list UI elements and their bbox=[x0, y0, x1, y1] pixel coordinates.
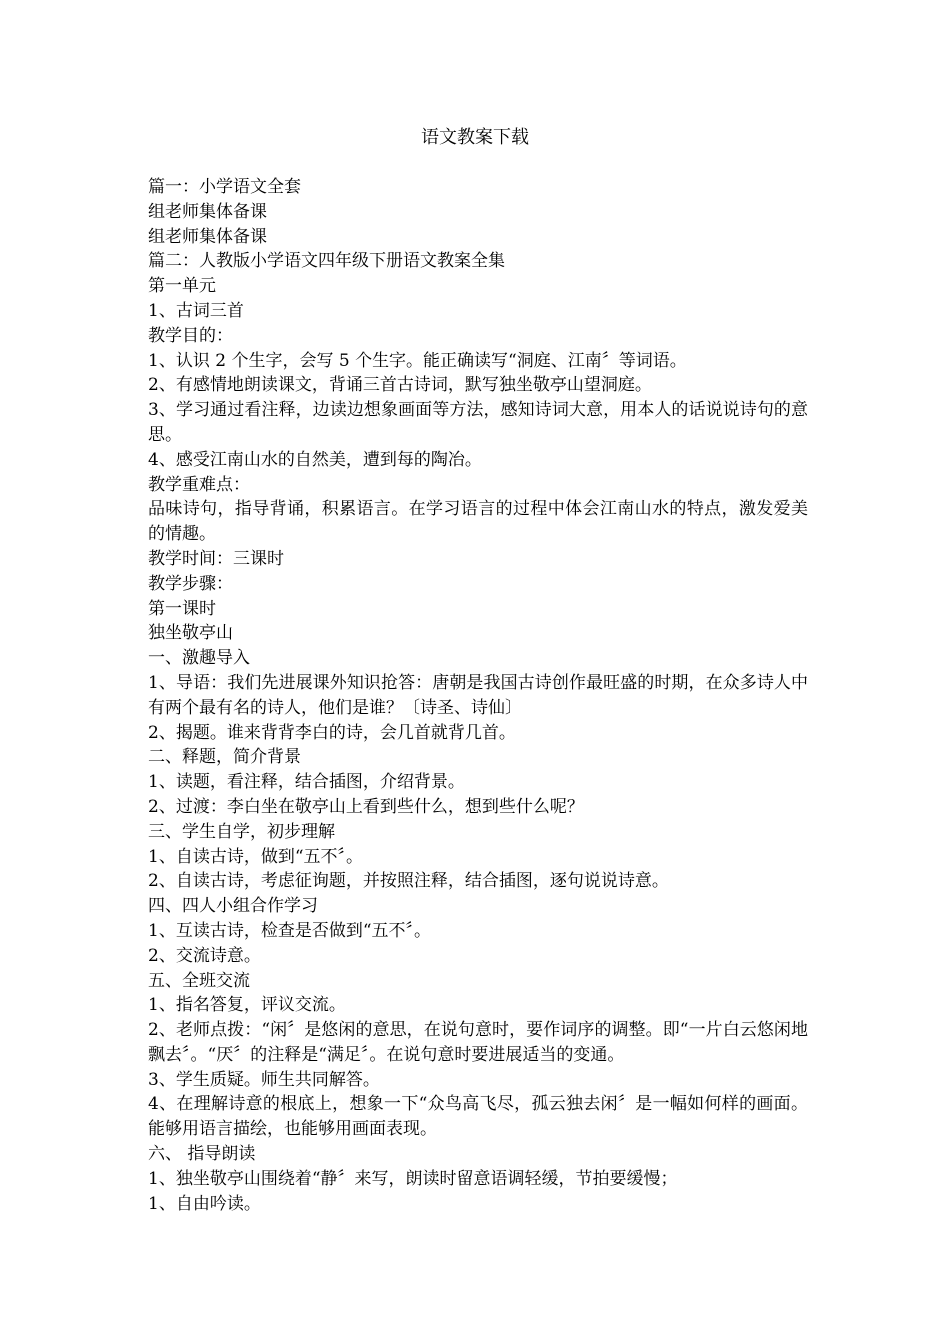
text-line: 篇二：人教版小学语文四年级下册语文教案全集 bbox=[148, 251, 505, 272]
text-line: 教学目的： bbox=[148, 325, 233, 346]
text-line: 1、认识 2 个生字，会写 5 个生字。能正确读写“洞庭、江南〞等词语。 bbox=[148, 350, 687, 371]
text-line: 2、自读古诗，考虑征询题，并按照注释，结合插图，逐句说说诗意。 bbox=[148, 871, 669, 892]
text-line: 组老师集体备课 bbox=[148, 201, 267, 222]
text-line: 1、自读古诗，做到“五不〞。 bbox=[148, 846, 364, 867]
text-line: 第一单元 bbox=[148, 276, 216, 297]
text-line: 1、读题，看注释，结合插图，介绍背景。 bbox=[148, 772, 465, 793]
text-line: 四、四人小组合作学习 bbox=[148, 896, 318, 917]
text-line: 第一课时 bbox=[148, 598, 216, 619]
text-line: 1、古词三首 bbox=[148, 300, 244, 321]
text-line: 二、释题，简介背景 bbox=[148, 747, 301, 768]
text-line: 2、揭题。谁来背背李白的诗，会几首就背几首。 bbox=[148, 722, 516, 743]
text-line: 三、学生自学，初步理解 bbox=[148, 821, 335, 842]
text-line: 组老师集体备课 bbox=[148, 226, 267, 247]
text-line: 六、 指导朗读 bbox=[148, 1144, 256, 1165]
text-line: 2、交流诗意。 bbox=[148, 945, 261, 966]
text-line: 一、激趣导入 bbox=[148, 648, 250, 669]
text-paragraph: 品味诗句，指导背诵，积累语言。在学习语言的过程中体会江南山水的特点，激发爱美的情趣。 bbox=[148, 499, 808, 545]
document-body bbox=[148, 175, 808, 1216]
text-line: 1、独坐敬亭山围绕着“静〞来写，朗读时留意语调轻缓，节拍要缓慢； bbox=[148, 1168, 678, 1189]
text-line: 独坐敬亭山 bbox=[148, 623, 233, 644]
text-line: 教学时间：三课时 bbox=[148, 548, 284, 569]
text-paragraph: 2、老师点拨：“闲〞是悠闲的意思，在说句意时，要作词序的调整。即“一片白云悠闲地飘去〞。“厌〞的注释是“满足〞。在说句意时要进展适当的变通。 bbox=[148, 1020, 808, 1065]
text-line: 4、感受江南山水的自然美，遭到每的陶冶。 bbox=[148, 449, 482, 470]
text-line: 2、过渡：李白坐在敬亭山上看到些什么，想到些什么呢？ bbox=[148, 796, 584, 817]
text-line: 1、指名答复，评议交流。 bbox=[148, 995, 346, 1016]
text-line: 教学重难点： bbox=[148, 474, 250, 495]
text-line: 3、学生质疑。师生共同解答。 bbox=[148, 1069, 380, 1090]
text-paragraph: 4、在理解诗意的根底上，想象一下“众鸟高飞尽，孤云独去闲〞是一幅如何样的画面。能够用语言描绘，也能够用画面表现。 bbox=[148, 1094, 808, 1140]
text-line: 2、有感情地朗读课文，背诵三首古诗词，默写独坐敬亭山望洞庭。 bbox=[148, 375, 652, 396]
text-line: 篇一：小学语文全套 bbox=[148, 177, 301, 197]
text-line: 五、全班交流 bbox=[148, 970, 250, 991]
text-line: 1、自由吟读。 bbox=[148, 1193, 261, 1214]
text-line: 1、互读古诗，检查是否做到“五不〞。 bbox=[148, 920, 432, 941]
text-paragraph: 3、学习通过看注释，边读边想象画面等方法，感知诗词大意，用本人的话说说诗句的意思。 bbox=[148, 400, 808, 445]
document-title: 语文教案下载 bbox=[421, 127, 529, 148]
text-line: 教学步骤： bbox=[148, 573, 233, 594]
text-paragraph: 1、导语：我们先进展课外知识抢答：唐朝是我国古诗创作最旺盛的时期，在众多诗人中有两个最有名的诗人，他们是谁？〔诗圣、诗仙〕 bbox=[148, 672, 808, 718]
